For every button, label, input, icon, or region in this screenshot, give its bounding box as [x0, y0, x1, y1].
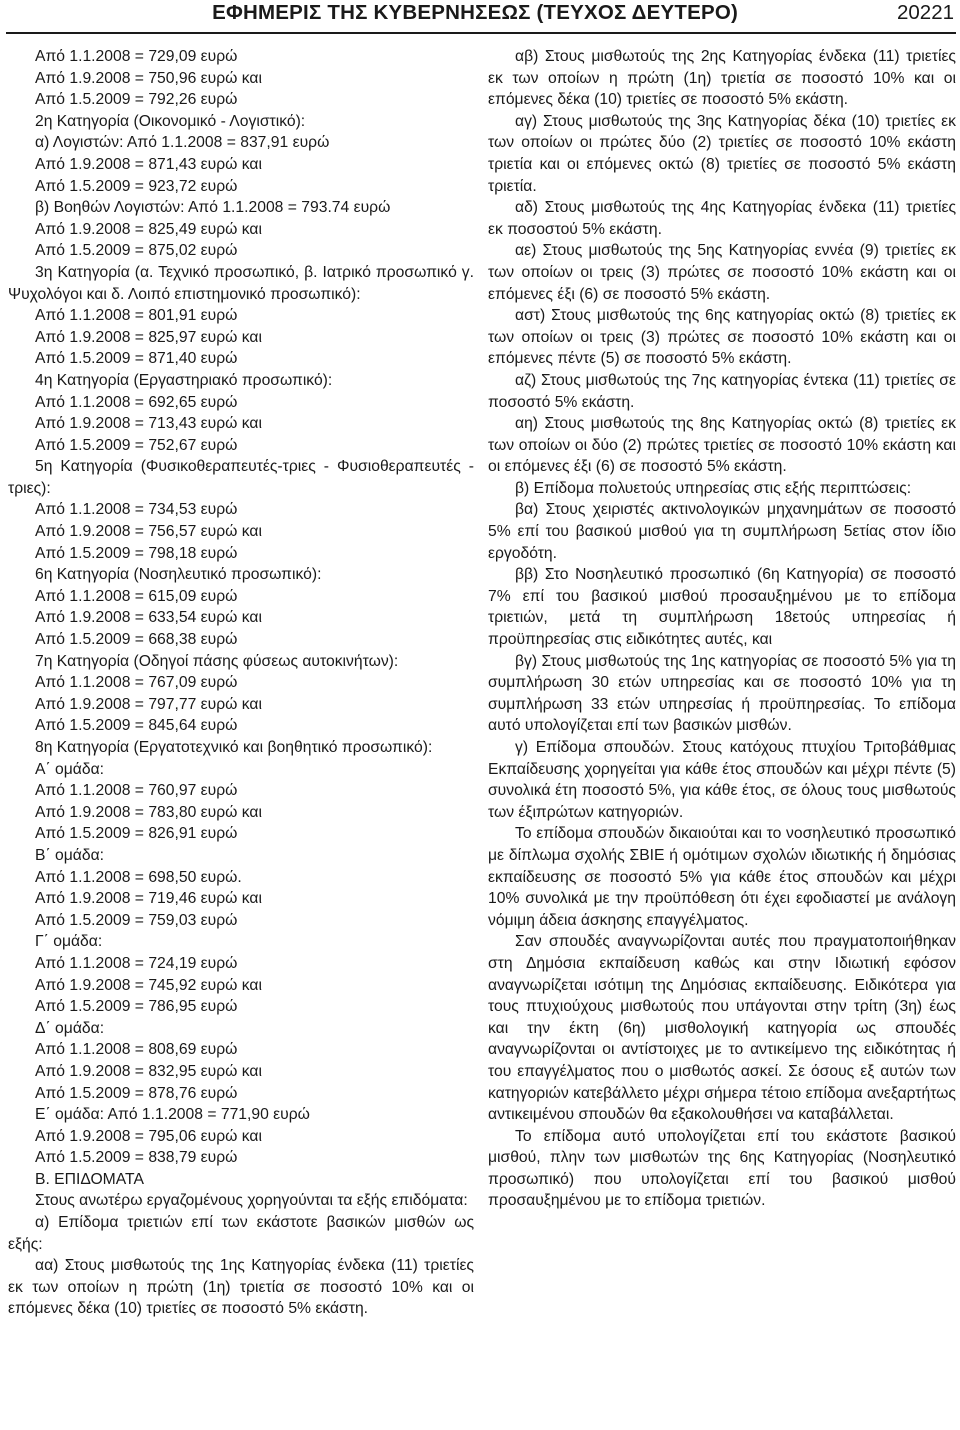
paragraph: Από 1.9.2008 = 797,77 ευρώ και — [35, 695, 262, 713]
paragraph: αα) Στους μισθωτούς της 1ης Κατηγορίας ένδεκα (11) τριετίες εκ των οποίων η πρώτη (1η) τριετία σε ποσοστό 10% και οι επόμενες δέκα (10) τριετίες σε ποσοστό 5% εκάστη. — [8, 1257, 474, 1318]
paragraph: 7η Κατηγορία (Οδηγοί πάσης φύσεως αυτοκινήτων): — [35, 652, 399, 670]
paragraph: βγ) Στους μισθωτούς της 1ης κατηγορίας σε ποσοστό 5% για τη συμπλήρωση 30 ετών υπηρεσίας και σε ποσοστό 10% για τη συμπλήρωση 33 ετών υπηρεσίας ή προϋπηρεσίας. Το επίδομα αυτό υπολογίζεται επί των βασικών μισθών. — [488, 652, 957, 735]
paragraph: Από 1.5.2009 = 871,40 ευρώ — [35, 350, 238, 368]
paragraph: ββ) Στο Νοσηλευτικό προσωπικό (6η Κατηγορία) σε ποσοστό 7% επί του βασικού μισθού προσαυξημένου με το επίδομα τριετιών, μετά τη συμπλήρωση 18ετούς υπηρεσίας ή προϋπηρεσίας στις ειδικότητες αυτές, και — [488, 566, 956, 649]
paragraph: Από 1.9.2008 = 719,46 ευρώ και — [35, 890, 262, 908]
paragraph: Από 1.1.2008 = 767,09 ευρώ — [35, 674, 238, 692]
paragraph: Ε΄ ομάδα: Από 1.1.2008 = 771,90 ευρώ — [35, 1106, 310, 1124]
paragraph: αε) Στους μισθωτούς της 5ης Κατηγορίας εννέα (9) τριετίες εκ των οποίων οι τρεις (3) πρώτες σε ποσοστό 10% εκάστη και οι επόμενες έξι (6) σε ποσοστό 5% εκάστη. — [488, 242, 956, 303]
paragraph: Από 1.9.2008 = 825,97 ευρώ και — [35, 328, 262, 346]
paragraph: Από 1.1.2008 = 729,09 ευρώ — [35, 48, 238, 65]
paragraph: 2η Κατηγορία (Οικονομικό - Λογιστικό): — [35, 112, 306, 130]
paragraph: 6η Κατηγορία (Νοσηλευτικό προσωπικό): — [35, 566, 322, 584]
paragraph: Σαν σπουδές αναγνωρίζονται αυτές που πραγματοποιήθηκαν στη Δημόσια εκπαίδευση καθώς και στην Ιδιωτική εφόσον αναγνωρίζεται ισότιμη της Δημόσιας εκπαίδευσης. Ειδικότερα για τους πτυχιούχους μισθωτούς που υπάγονται στην τρίτη (3η) έως και την έκτη (6η) μισθολογική κατηγορία ως σπουδές αναγνωρίζονται οι αντίστοιχες με το αντικείμενο της ειδικότητας ή του επαγγέλματος που ο μισθωτός ασκεί. Σε όσους εξ αυτών των κατηγοριών κατεβάλλετο μέχρι σήμερα τέτοιο επίδομα ανεξαρτήτως αντικειμένου σπουδών θα εξακολουθήσει να καταβάλλεται. — [488, 933, 956, 1124]
paragraph: α) Λογιστών: Από 1.1.2008 = 837,91 ευρώ — [35, 134, 330, 152]
paragraph: αζ) Στους μισθωτούς της 7ης κατηγορίας έντεκα (11) τριετίες σε ποσοστό 5% εκάστη. — [488, 371, 956, 411]
paragraph: Από 1.5.2009 = 838,79 ευρώ — [35, 1149, 238, 1167]
paragraph: Από 1.5.2009 = 668,38 ευρώ — [35, 631, 238, 649]
paragraph: Από 1.9.2008 = 832,95 ευρώ και — [35, 1062, 262, 1080]
paragraph: Από 1.5.2009 = 875,02 ευρώ — [35, 242, 238, 260]
paragraph: Από 1.1.2008 = 698,50 ευρώ. — [35, 868, 242, 886]
right-column — [488, 46, 956, 1212]
paragraph: Από 1.9.2008 = 745,92 ευρώ και — [35, 976, 262, 994]
paragraph: Από 1.9.2008 = 783,80 ευρώ και — [35, 803, 262, 821]
paragraph: Το επίδομα αυτό υπολογίζεται επί του εκάστοτε βασικού μισθού, πλην των μισθωτών της 6ης Κατηγορίας (Νοσηλευτικό προσωπικό) που υπολογίζεται επί του βασικού μισθού προσαυξημένου με το επίδομα τριετιών. — [488, 1127, 956, 1210]
paragraph: Από 1.9.2008 = 713,43 ευρώ και — [35, 415, 262, 433]
paragraph: Γ΄ ομάδα: — [35, 933, 103, 951]
paragraph: Δ΄ ομάδα: — [35, 1019, 105, 1037]
paragraph: αγ) Στους μισθωτούς της 3ης Κατηγορίας δέκα (10) τριετίες εκ των οποίων οι πρώτες δύο (2) τριετίες σε ποσοστό 10% εκάστη τριετία και οι επόμενες οκτώ (8) τριετίες σε ποσοστό 5% εκάστη τριετία. — [488, 112, 956, 195]
paragraph: Από 1.1.2008 = 801,91 ευρώ — [35, 307, 238, 325]
paragraph: Από 1.9.2008 = 756,57 ευρώ και — [35, 523, 262, 541]
paragraph: Από 1.5.2009 = 786,95 ευρώ — [35, 998, 238, 1016]
gazette-title: ΕΦΗΜΕΡΙΣ ΤΗΣ ΚΥΒΕΡΝΗΣΕΩΣ (ΤΕΥΧΟΣ ΔΕΥΤΕΡΟ) — [212, 1, 738, 24]
paragraph: Α΄ ομάδα: — [35, 760, 105, 778]
paragraph: Β΄ ομάδα: — [35, 846, 105, 864]
paragraph: Από 1.5.2009 = 845,64 ευρώ — [35, 717, 238, 735]
paragraph: 3η Κατηγορία (α. Τεχνικό προσωπικό, β. Ιατρικό προσωπικό γ. Ψυχολόγοι και δ. Λοιπό επιστημονικό προσωπικό): — [8, 263, 474, 303]
paragraph: Από 1.1.2008 = 734,53 ευρώ — [35, 501, 238, 519]
paragraph: Από 1.5.2009 = 798,18 ευρώ — [35, 544, 238, 562]
paragraph: αη) Στους μισθωτούς της 8ης Κατηγορίας οκτώ (8) τριετίες εκ των οποίων οι δύο (2) πρώτες τριετίες σε ποσοστό 10% εκάστη και οι επόμενες έξι (6) σε ποσοστό 5% εκάστη. — [488, 415, 956, 476]
paragraph: Από 1.1.2008 = 760,97 ευρώ — [35, 782, 238, 800]
paragraph: βα) Στους χειριστές ακτινολογικών μηχανημάτων σε ποσοστό 5% επί του βασικού μισθού για τη συμπλήρωση 5ετίας στον ίδιο εργοδότη. — [488, 501, 956, 562]
paragraph: Από 1.5.2009 = 792,26 ευρώ — [35, 91, 238, 109]
paragraph: Στους ανωτέρω εργαζομένους χορηγούνται τα εξής επιδόματα: — [35, 1192, 468, 1210]
paragraph: αδ) Στους μισθωτούς της 4ης Κατηγορίας ένδεκα (11) τριετίες εκ ποσοστού 5% εκάστη. — [488, 199, 956, 238]
section-heading: Β. ΕΠΙΔΟΜΑΤΑ — [35, 1170, 144, 1188]
paragraph: Από 1.1.2008 = 724,19 ευρώ — [35, 954, 238, 972]
paragraph: Από 1.5.2009 = 752,67 ευρώ — [35, 436, 238, 454]
paragraph: β) Επίδομα πολυετούς υπηρεσίας στις εξής περιπτώσεις: — [515, 479, 912, 497]
page-header — [0, 0, 960, 30]
paragraph: Από 1.9.2008 = 633,54 ευρώ και — [35, 609, 262, 627]
paragraph: αβ) Στους μισθωτούς της 2ης Κατηγορίας ένδεκα (11) τριετίες εκ των οποίων η πρώτη (1η) τριετία σε ποσοστό 10% και οι επόμενες δέκα (10) τριετίες σε ποσοστό 5% εκάστη. — [488, 48, 956, 109]
paragraph: Από 1.5.2009 = 759,03 ευρώ — [35, 911, 238, 929]
paragraph: Από 1.5.2009 = 878,76 ευρώ — [35, 1084, 238, 1102]
paragraph: Από 1.1.2008 = 808,69 ευρώ — [35, 1041, 238, 1059]
paragraph: α) Επίδομα τριετιών επί των εκάστοτε βασικών μισθών ως εξής: — [8, 1214, 474, 1253]
header-rule — [6, 32, 956, 34]
paragraph: Το επίδομα σπουδών δικαιούται και το νοσηλευτικό προσωπικό με δίπλωμα σχολής ΣΒΙΕ ή ομότιμων σχολών ιδιωτικής ή δημόσιας εκπαίδευσης σε ποσοστό 5% για κάθε έτος σπουδών και μέχρι 10% συνολικά με την προϋπόθεση ότι έχει εφοδιαστεί με ανάλογη νόμιμη άδεια άσκησης επαγγέλματος. — [488, 825, 956, 929]
paragraph: γ) Επίδομα σπουδών. Στους κατόχους πτυχίου Τριτοβάθμιας Εκπαίδευσης χορηγείται για κάθε έτος σπουδών και μέχρι πέντε (5) συνολικά έτη ποσοστό 5%, για κάθε έτος, σε όλους τους μισθωτούς των έξιπρώτων κατηγοριών. — [488, 739, 956, 821]
paragraph: 4η Κατηγορία (Εργαστηριακό προσωπικό): — [35, 371, 333, 389]
paragraph: Από 1.1.2008 = 692,65 ευρώ — [35, 393, 238, 411]
paragraph: Από 1.1.2008 = 615,09 ευρώ — [35, 587, 238, 605]
paragraph: 8η Κατηγορία (Εργατοτεχνικό και βοηθητικό προσωπικό): — [35, 739, 433, 756]
paragraph: 5η Κατηγορία (Φυσικοθεραπευτές-τριες - Φυσιοθεραπευτές - τριες): — [8, 458, 474, 497]
paragraph: Από 1.9.2008 = 871,43 ευρώ και — [35, 155, 262, 173]
page-number: 20221 — [896, 1, 954, 24]
paragraph: Από 1.9.2008 = 750,96 ευρώ και — [35, 69, 262, 87]
left-column — [8, 46, 474, 1320]
paragraph: Από 1.5.2009 = 923,72 ευρώ — [35, 177, 238, 195]
paragraph: αστ) Στους μισθωτούς της 6ης κατηγορίας οκτώ (8) τριετίες εκ των οποίων οι τρεις (3) πρώτες σε ποσοστό 10% εκάστη και οι επόμενες πέντε (5) σε ποσοστό 5% εκάστη. — [488, 307, 956, 368]
paragraph: Από 1.9.2008 = 825,49 ευρώ και — [35, 220, 262, 238]
paragraph: Από 1.5.2009 = 826,91 ευρώ — [35, 825, 238, 843]
paragraph: Από 1.9.2008 = 795,06 ευρώ και — [35, 1127, 262, 1145]
paragraph: β) Βοηθών Λογιστών: Από 1.1.2008 = 793.74 ευρώ — [35, 199, 391, 217]
